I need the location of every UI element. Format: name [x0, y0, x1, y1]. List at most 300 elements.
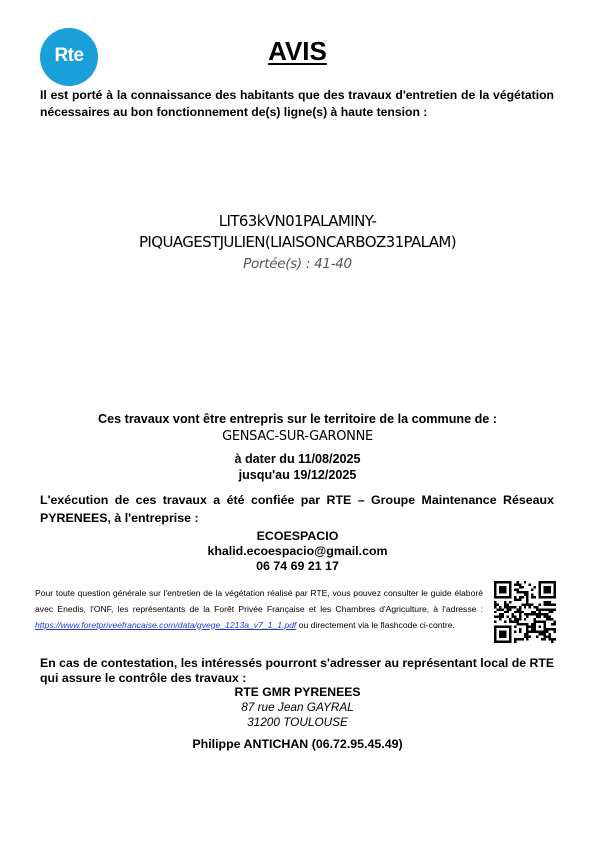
- execution-paragraph: L'exécution de ces travaux a été confiée par RTE – Groupe Maintenance Réseaux PYRENEES, à l'entreprise :: [40, 493, 554, 525]
- contractor-phone: 06 74 69 21 17: [256, 559, 339, 573]
- qr-module: [499, 608, 501, 610]
- line-span: Portée(s) : 41-40: [243, 256, 352, 272]
- qr-module: [529, 636, 531, 638]
- qr-module: [501, 608, 503, 610]
- qr-module: [509, 586, 511, 588]
- qr-module: [494, 611, 496, 613]
- qr-module: [551, 596, 553, 598]
- qr-module: [509, 636, 511, 638]
- qr-module: [546, 613, 548, 615]
- qr-module: [546, 601, 548, 603]
- qr-module: [551, 603, 553, 605]
- qr-module: [526, 601, 528, 603]
- qr-module: [539, 626, 541, 628]
- qr-module: [544, 623, 546, 625]
- qr-module: [549, 608, 551, 610]
- qr-module: [546, 603, 548, 605]
- qr-module: [536, 621, 538, 623]
- qr-module: [539, 613, 541, 615]
- qr-module: [521, 591, 523, 593]
- qr-module: [531, 603, 533, 605]
- qr-module: [536, 606, 538, 608]
- qr-module: [549, 636, 551, 638]
- qr-module: [519, 616, 521, 618]
- qr-code-icon[interactable]: [494, 581, 556, 643]
- qr-module: [526, 633, 528, 635]
- qr-module: [546, 586, 548, 588]
- qr-module: [504, 633, 506, 635]
- qr-module: [504, 588, 506, 590]
- qr-module: [549, 628, 551, 630]
- qr-module: [549, 618, 551, 620]
- qr-module: [539, 621, 541, 623]
- qr-module: [504, 603, 506, 605]
- qr-module: [509, 633, 511, 635]
- qr-module: [539, 588, 541, 590]
- qr-module: [514, 598, 516, 600]
- info-text: Pour toute question générale sur l'entretien de la végétation réalisé par RTE, vous pouvez consulter le guide élaboré avec Enedis, l'ONF, les représentants de la Forêt Privée Française et les Chambres d'Agriculture, à l'adresse :: [35, 588, 483, 614]
- qr-module: [501, 631, 503, 633]
- qr-module: [526, 591, 528, 593]
- qr-module: [509, 591, 511, 593]
- qr-module: [554, 621, 556, 623]
- qr-module: [519, 618, 521, 620]
- qr-module: [524, 623, 526, 625]
- qr-module: [541, 613, 543, 615]
- qr-module: [516, 581, 518, 583]
- qr-module: [534, 631, 536, 633]
- qr-module: [531, 623, 533, 625]
- qr-module: [509, 631, 511, 633]
- qr-module: [494, 593, 496, 595]
- qr-module: [554, 583, 556, 585]
- qr-module: [551, 581, 553, 583]
- qr-module: [494, 626, 496, 628]
- qr-module: [516, 608, 518, 610]
- qr-module: [554, 628, 556, 630]
- qr-module: [509, 626, 511, 628]
- qr-module: [541, 638, 543, 640]
- qr-module: [501, 641, 503, 643]
- qr-module: [529, 603, 531, 605]
- qr-module: [549, 603, 551, 605]
- qr-module: [499, 586, 501, 588]
- qr-module: [526, 596, 528, 598]
- qr-module: [499, 581, 501, 583]
- qr-module: [544, 596, 546, 598]
- qr-module: [494, 606, 496, 608]
- qr-module: [494, 583, 496, 585]
- qr-module: [549, 596, 551, 598]
- qr-module: [539, 616, 541, 618]
- qr-module: [499, 606, 501, 608]
- qr-module: [539, 591, 541, 593]
- qr-module: [524, 581, 526, 583]
- qr-module: [509, 608, 511, 610]
- qr-module: [539, 596, 541, 598]
- qr-module: [524, 613, 526, 615]
- qr-module: [534, 611, 536, 613]
- qr-module: [516, 611, 518, 613]
- qr-module: [519, 638, 521, 640]
- qr-module: [526, 603, 528, 605]
- qr-module: [529, 631, 531, 633]
- qr-module: [521, 603, 523, 605]
- qr-module: [534, 621, 536, 623]
- qr-module: [544, 608, 546, 610]
- qr-module: [551, 618, 553, 620]
- qr-module: [544, 631, 546, 633]
- qr-module: [514, 583, 516, 585]
- qr-module: [544, 613, 546, 615]
- qr-module: [546, 596, 548, 598]
- qr-module: [549, 586, 551, 588]
- qr-module: [554, 581, 556, 583]
- qr-module: [539, 593, 541, 595]
- qr-module: [546, 618, 548, 620]
- qr-module: [549, 611, 551, 613]
- qr-module: [526, 593, 528, 595]
- qr-module: [501, 596, 503, 598]
- qr-module: [494, 601, 496, 603]
- qr-module: [509, 593, 511, 595]
- qr-module: [494, 603, 496, 605]
- qr-module: [511, 613, 513, 615]
- qr-module: [494, 581, 496, 583]
- qr-module: [531, 626, 533, 628]
- qr-module: [534, 596, 536, 598]
- qr-module: [519, 606, 521, 608]
- qr-module: [546, 591, 548, 593]
- qr-module: [544, 591, 546, 593]
- qr-module: [514, 606, 516, 608]
- qr-module: [511, 621, 513, 623]
- qr-module: [551, 641, 553, 643]
- qr-module: [536, 631, 538, 633]
- works-statement: Ces travaux vont être entrepris sur le territoire de la commune de :: [98, 412, 497, 426]
- qr-module: [514, 618, 516, 620]
- qr-module: [514, 631, 516, 633]
- start-date: à dater du 11/08/2025: [234, 452, 361, 466]
- end-date: jusqu'au 19/12/2025: [238, 468, 357, 482]
- qr-module: [524, 606, 526, 608]
- qr-module: [499, 588, 501, 590]
- qr-module: [529, 606, 531, 608]
- qr-module: [524, 636, 526, 638]
- qr-module: [509, 588, 511, 590]
- line-name-part1: LIT63kVN01PALAMINY-: [218, 212, 377, 230]
- qr-module: [554, 591, 556, 593]
- qr-module: [494, 588, 496, 590]
- qr-module: [546, 628, 548, 630]
- qr-module: [534, 586, 536, 588]
- qr-module: [499, 631, 501, 633]
- qr-module: [496, 641, 498, 643]
- qr-module: [544, 586, 546, 588]
- qr-module: [524, 591, 526, 593]
- qr-module: [544, 626, 546, 628]
- qr-module: [509, 628, 511, 630]
- qr-module: [509, 596, 511, 598]
- info-paragraph: [35, 586, 483, 633]
- qr-module: [544, 581, 546, 583]
- qr-module: [506, 581, 508, 583]
- qr-module: [554, 593, 556, 595]
- qr-module: [544, 621, 546, 623]
- qr-module: [526, 598, 528, 600]
- qr-module: [526, 628, 528, 630]
- qr-module: [526, 638, 528, 640]
- qr-module: [549, 616, 551, 618]
- qr-module: [509, 641, 511, 643]
- qr-module: [544, 588, 546, 590]
- qr-module: [511, 616, 513, 618]
- qr-module: [514, 611, 516, 613]
- qr-module: [496, 596, 498, 598]
- representative-city: 31200 TOULOUSE: [247, 715, 348, 729]
- qr-module: [514, 616, 516, 618]
- qr-module: [519, 623, 521, 625]
- qr-module: [504, 641, 506, 643]
- commune-name: GENSAC-SUR-GARONNE: [222, 429, 373, 444]
- qr-module: [539, 608, 541, 610]
- qr-module: [554, 608, 556, 610]
- qr-module: [541, 608, 543, 610]
- qr-module: [534, 623, 536, 625]
- qr-module: [516, 638, 518, 640]
- representative-contact: Philippe ANTICHAN (06.72.95.45.49): [192, 737, 403, 751]
- qr-module: [544, 633, 546, 635]
- qr-module: [546, 631, 548, 633]
- qr-module: [494, 633, 496, 635]
- qr-module: [514, 626, 516, 628]
- qr-module: [516, 591, 518, 593]
- qr-module: [506, 626, 508, 628]
- qr-module: [494, 621, 496, 623]
- qr-module: [504, 606, 506, 608]
- qr-module: [496, 603, 498, 605]
- qr-module: [494, 628, 496, 630]
- qr-module: [529, 583, 531, 585]
- qr-module: [504, 636, 506, 638]
- qr-module: [529, 613, 531, 615]
- qr-module: [551, 628, 553, 630]
- contractor-name: ECOESPACIO: [256, 529, 339, 543]
- qr-module: [494, 638, 496, 640]
- qr-module: [519, 608, 521, 610]
- qr-module: [499, 641, 501, 643]
- qr-module: [494, 641, 496, 643]
- qr-module: [516, 583, 518, 585]
- qr-module: [521, 586, 523, 588]
- qr-module: [519, 611, 521, 613]
- qr-module: [516, 598, 518, 600]
- qr-module: [501, 626, 503, 628]
- qr-module: [504, 631, 506, 633]
- qr-module: [544, 616, 546, 618]
- qr-module: [544, 636, 546, 638]
- qr-module: [494, 596, 496, 598]
- qr-module: [501, 636, 503, 638]
- qr-module: [514, 621, 516, 623]
- qr-module: [539, 583, 541, 585]
- qr-module: [551, 623, 553, 625]
- qr-module: [541, 633, 543, 635]
- qr-module: [501, 586, 503, 588]
- qr-module: [499, 596, 501, 598]
- qr-module: [541, 581, 543, 583]
- qr-module: [509, 601, 511, 603]
- qr-module: [546, 581, 548, 583]
- qr-module: [506, 608, 508, 610]
- qr-module: [526, 623, 528, 625]
- qr-module: [531, 596, 533, 598]
- qr-module: [526, 626, 528, 628]
- qr-module: [519, 583, 521, 585]
- qr-module: [496, 608, 498, 610]
- contractor-email: khalid.ecoespacio@gmail.com: [207, 544, 388, 558]
- qr-module: [531, 588, 533, 590]
- qr-module: [544, 601, 546, 603]
- qr-module: [506, 596, 508, 598]
- qr-module: [504, 601, 506, 603]
- qr-module: [506, 641, 508, 643]
- qr-module: [516, 618, 518, 620]
- contest-paragraph: En cas de contestation, les intéressés pourront s'adresser au représentant local de RTE qui assure le contrôle des travaux :: [40, 656, 555, 685]
- qr-module: [539, 633, 541, 635]
- qr-module: [516, 621, 518, 623]
- qr-module: [499, 613, 501, 615]
- qr-module: [519, 613, 521, 615]
- qr-module: [526, 631, 528, 633]
- qr-module: [504, 626, 506, 628]
- qr-module: [499, 616, 501, 618]
- qr-module: [549, 581, 551, 583]
- qr-module: [499, 626, 501, 628]
- qr-module: [526, 616, 528, 618]
- qr-module: [499, 633, 501, 635]
- qr-module: [504, 581, 506, 583]
- qr-module: [534, 626, 536, 628]
- qr-module: [494, 631, 496, 633]
- qr-module: [524, 603, 526, 605]
- qr-module: [531, 611, 533, 613]
- qr-module: [496, 626, 498, 628]
- info-suffix: ou directement via le flashcode ci-contre.: [296, 619, 455, 630]
- qr-module: [516, 623, 518, 625]
- qr-module: [541, 631, 543, 633]
- qr-module: [529, 626, 531, 628]
- qr-module: [519, 586, 521, 588]
- qr-module: [551, 638, 553, 640]
- qr-module: [521, 611, 523, 613]
- qr-module: [494, 616, 496, 618]
- qr-module: [501, 588, 503, 590]
- qr-module: [534, 606, 536, 608]
- qr-module: [526, 636, 528, 638]
- guide-link[interactable]: https://www.foretpriveefrancaise.com/data/gvege_1213a_v7_1_1.pdf: [35, 619, 297, 630]
- qr-module: [551, 611, 553, 613]
- qr-module: [541, 621, 543, 623]
- qr-module: [509, 618, 511, 620]
- qr-module: [539, 586, 541, 588]
- qr-module: [534, 618, 536, 620]
- qr-module: [509, 638, 511, 640]
- qr-module: [536, 613, 538, 615]
- qr-module: [549, 588, 551, 590]
- qr-module: [531, 593, 533, 595]
- qr-module: [501, 581, 503, 583]
- qr-module: [554, 596, 556, 598]
- qr-module: [554, 586, 556, 588]
- qr-module: [551, 608, 553, 610]
- qr-module: [544, 628, 546, 630]
- qr-module: [549, 591, 551, 593]
- qr-module: [539, 631, 541, 633]
- qr-module: [509, 581, 511, 583]
- qr-module: [499, 591, 501, 593]
- qr-module: [554, 623, 556, 625]
- qr-module: [524, 618, 526, 620]
- qr-module: [521, 596, 523, 598]
- qr-module: [496, 616, 498, 618]
- qr-module: [494, 586, 496, 588]
- qr-module: [496, 581, 498, 583]
- qr-module: [519, 628, 521, 630]
- qr-module: [514, 641, 516, 643]
- qr-module: [544, 603, 546, 605]
- qr-module: [504, 586, 506, 588]
- intro-paragraph: Il est porté à la connaissance des habitants que des travaux d'entretien de la végétation nécessaires au bon fonctionnement de(s) ligne(s) à haute tension :: [40, 88, 554, 119]
- qr-module: [549, 638, 551, 640]
- qr-module: [509, 583, 511, 585]
- qr-module: [554, 603, 556, 605]
- qr-module: [519, 591, 521, 593]
- representative-name: RTE GMR PYRENEES: [234, 685, 361, 699]
- representative-street: 87 rue Jean GAYRAL: [241, 700, 354, 714]
- qr-module: [499, 636, 501, 638]
- qr-module: [501, 633, 503, 635]
- qr-module: [494, 591, 496, 593]
- qr-module: [509, 606, 511, 608]
- qr-module: [514, 638, 516, 640]
- qr-module: [554, 638, 556, 640]
- qr-module: [534, 613, 536, 615]
- qr-module: [536, 616, 538, 618]
- qr-module: [506, 611, 508, 613]
- qr-module: [521, 638, 523, 640]
- page-title: AVIS: [268, 36, 327, 66]
- qr-module: [536, 608, 538, 610]
- qr-module: [519, 596, 521, 598]
- qr-module: [506, 616, 508, 618]
- qr-module: [516, 588, 518, 590]
- qr-module: [514, 588, 516, 590]
- qr-module: [504, 591, 506, 593]
- qr-module: [519, 631, 521, 633]
- qr-module: [524, 633, 526, 635]
- qr-module: [549, 633, 551, 635]
- qr-module: [514, 596, 516, 598]
- line-name-part2: PIQUAGESTJULIEN(LIAISONCARBOZ31PALAM): [138, 233, 457, 251]
- qr-module: [546, 616, 548, 618]
- qr-module: [526, 613, 528, 615]
- qr-module: [539, 581, 541, 583]
- qr-module: [506, 603, 508, 605]
- qr-module: [531, 631, 533, 633]
- qr-module: [554, 588, 556, 590]
- qr-module: [554, 631, 556, 633]
